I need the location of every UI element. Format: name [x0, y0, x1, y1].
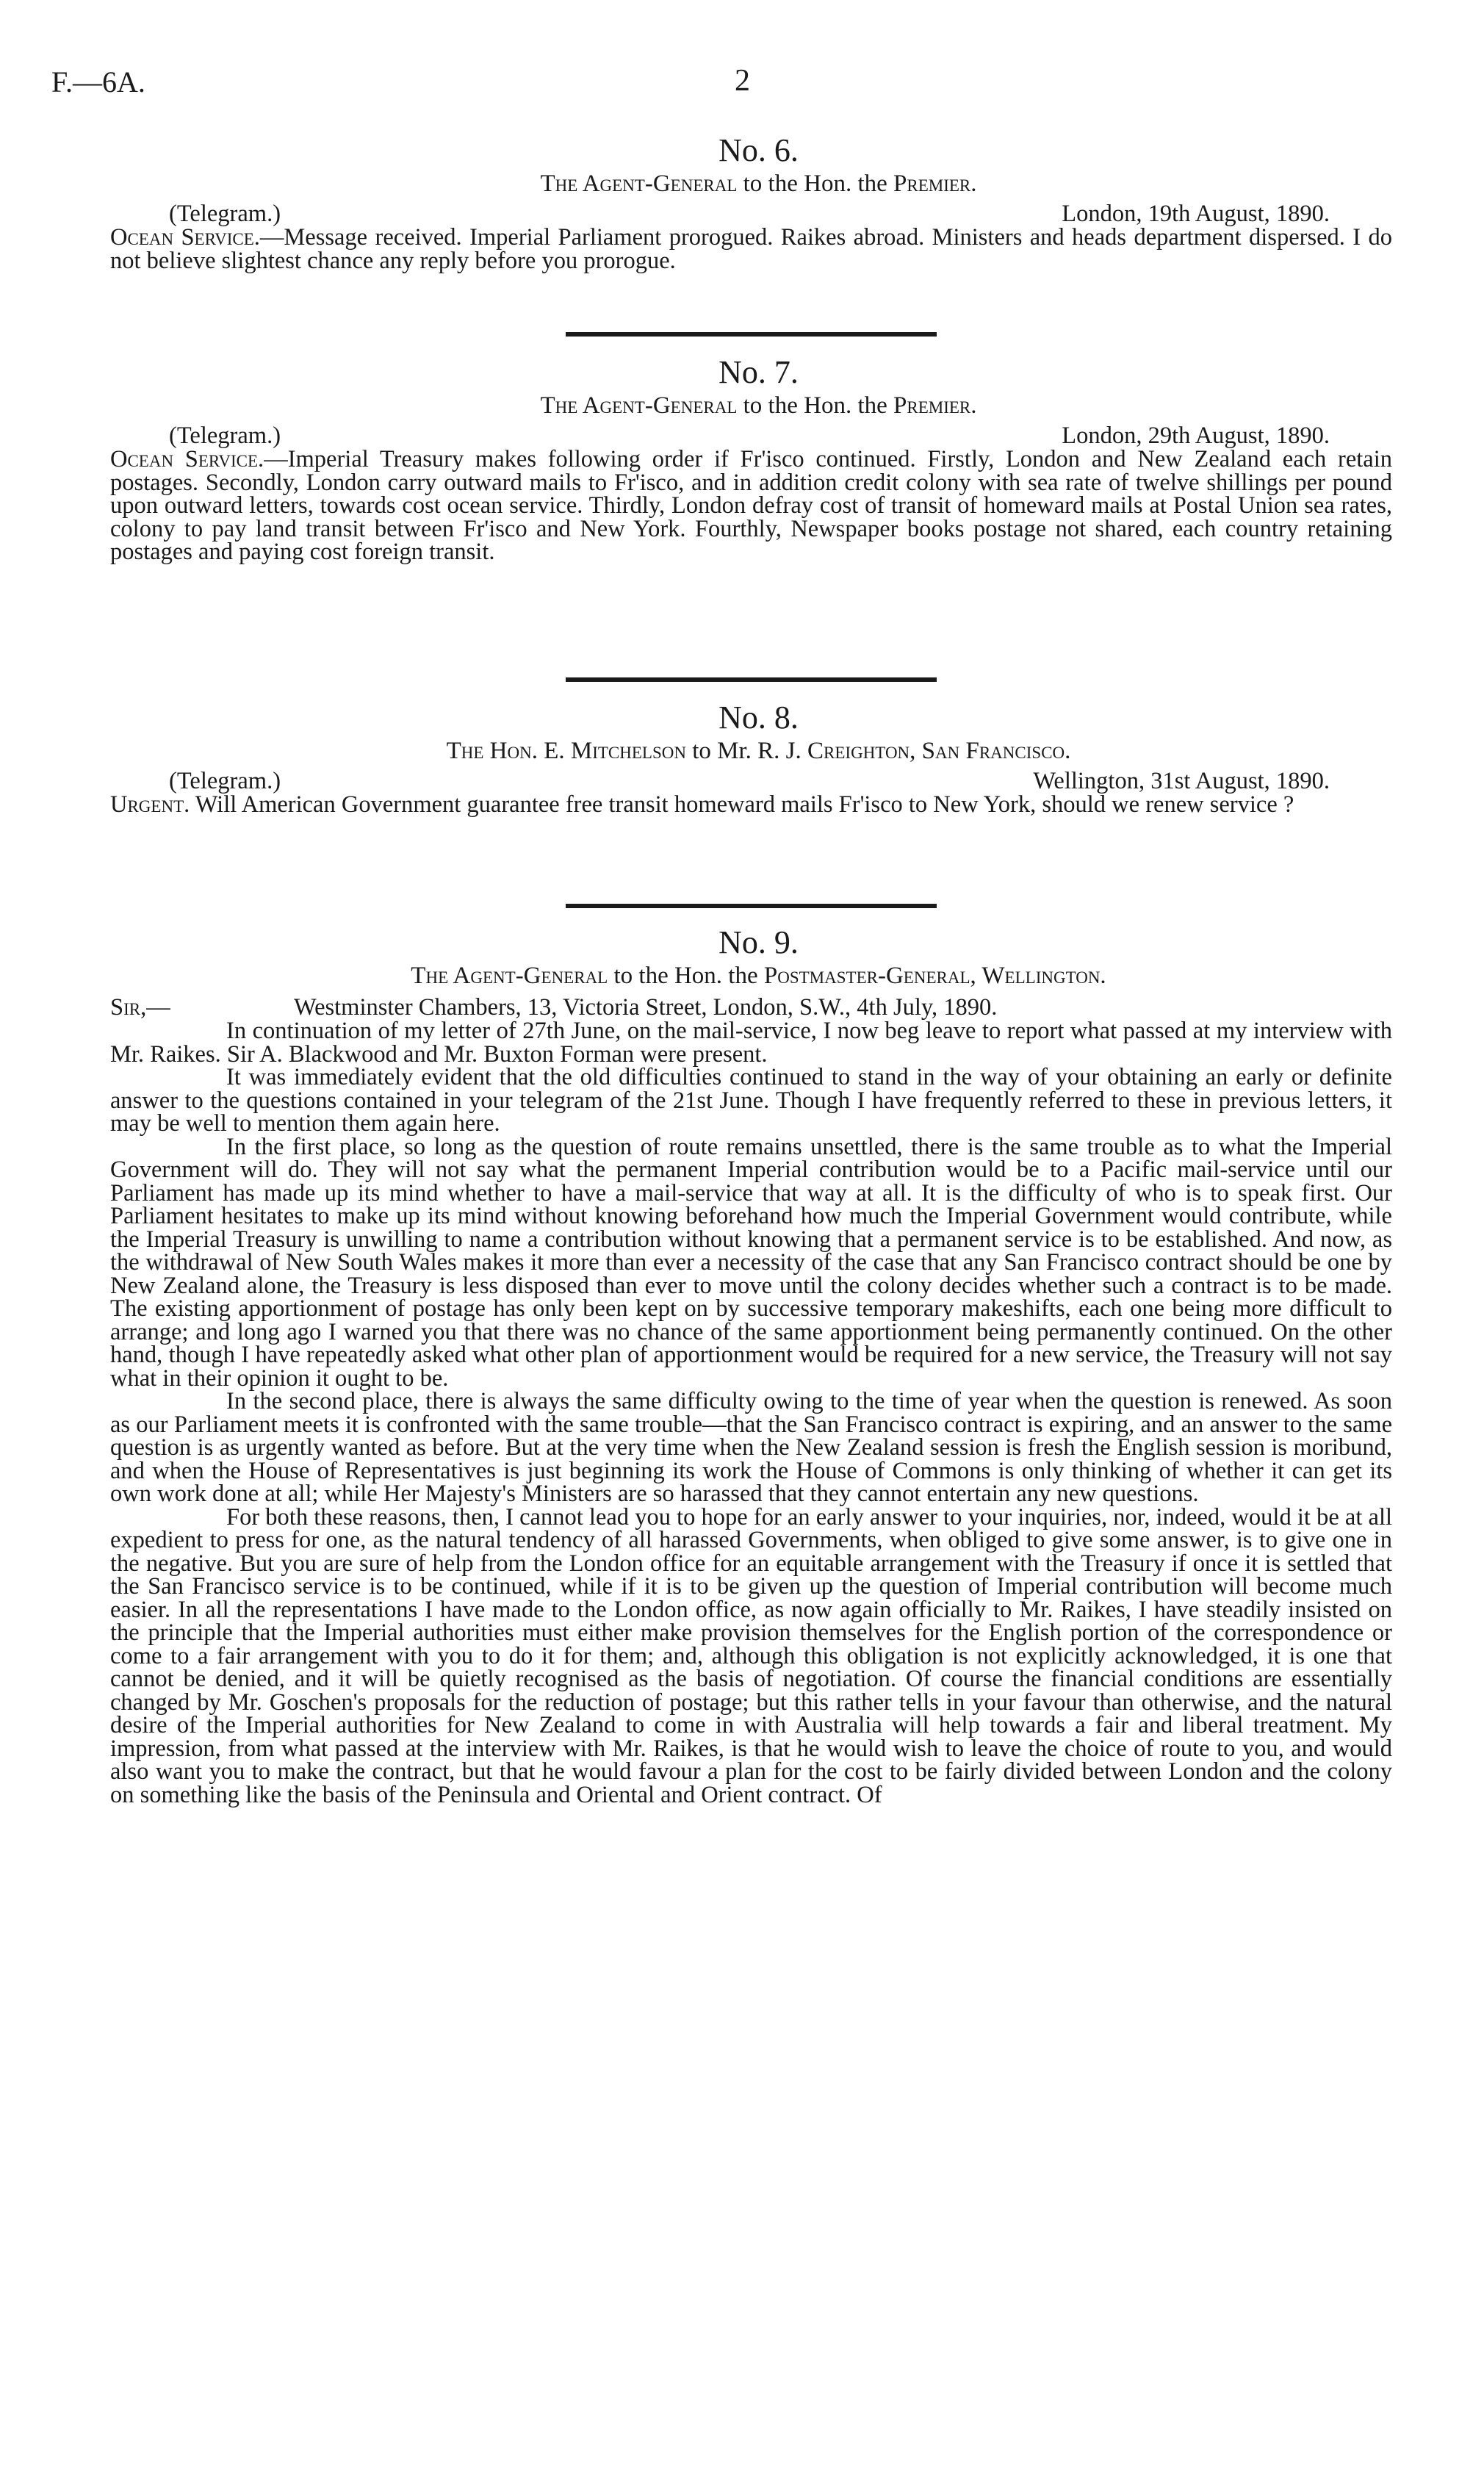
place-date: London, 19th August, 1890.: [1062, 201, 1330, 227]
recipient: Postmaster-General, Wellington.: [763, 963, 1106, 989]
section-divider: [566, 332, 937, 337]
place-date: London, 29th August, 1890.: [1062, 422, 1330, 449]
letter-type: (Telegram.): [169, 201, 281, 227]
paragraph: For both these reasons, then, I cannot lead you to hope for an early answer to your inquiries, nor, indeed, would it be at all expedient to press for one, as the natural tendency of all harassed Governments, when obliged to give some answer, is to give one in the negative. But you are sure of help from the London office for an equitable arrangement with the Treasury if once it is settled that the San Francisco service is to be continued, while if it is to be given up the question of Imperial contribution will become much easier. In all the representations I have made to the London office, as now again officially to Mr. Raikes, I have steadily insisted on the principle that the Imperial authorities must either make provision themselves for the English portion of the correspondence or come to a fair arrangement with you to do it for them; and, although this obligation is not explicitly acknowledged, it is one that cannot be denied, and it will be quietly recognised as the basis of negotiation. Of course the financial conditions are essentially changed by Mr. Goschen's proposals for the reduction of postage; but this rather tells in your favour than otherwise, and the natural desire of the Imperial authorities for New Zealand to come in with Australia will help towards a fair and liberal treatment. My impression, from what passed at the interview with Mr. Raikes, is that he would wish to leave the choice of route to you, and would also want you to make the contract, but that he would favour a plan for the cost to be fairly divided between London and the colony on something like the basis of the Peninsula and Oriental and Orient contract. Of: [110, 1503, 1392, 1808]
paragraph: In the first place, so long as the question of route remains unsettled, there is the same trouble as to what the Imperial Government will do. They will not say what the permanent Imperial contribution would be to a Pacific mail-service until our Parliament has made up its mind whether to have a mail-service that way at all. It is the difficulty of who is to speak first. Our Parliament hesitates to make up its mind without knowing beforehand how much the Imperial Government would contribute, while the Imperial Treasury is unwilling to name a contribution without knowing that a permanent service is to be established. And now, as the withdrawal of New South Wales makes it more than ever a necessity of the case that any San Francisco contract should be one by New Zealand alone, the Treasury is less disposed than ever to move until the colony decides whether such a contract is to be made. The existing apportionment of postage has only been kept on by successive temporary makeshifts, each one being more difficult to arrange; and long ago I warned you that there was no chance of the same apportionment being permanently continued. On the other hand, though I have repeatedly asked what other plan of apportionment would be required for a new service, the Treasury will not say what in their opinion it ought to be.: [110, 1133, 1392, 1392]
paragraph: —Message received. Imperial Parliament prorogued. Raikes abroad. Ministers and heads department dispersed. I do not believe slightest chance any reply before you prorogue.: [110, 224, 1392, 274]
letter-body: [110, 226, 1392, 273]
letter-no-9: [110, 924, 1392, 1807]
letter-meta: [110, 995, 1392, 1020]
to-word: to the Hon. the: [743, 392, 887, 419]
letter-heading: [125, 169, 1392, 198]
letter-meta: [110, 769, 1392, 794]
letter-number: No. 9.: [718, 924, 799, 960]
letter-no-7: [110, 354, 1392, 564]
sender: The Hon. E. Mitchelson: [446, 738, 686, 764]
recipient: Creighton, San Francisco.: [807, 738, 1071, 764]
letter-number: No. 7.: [718, 354, 799, 390]
place-date: Westminster Chambers, 13, Victoria Street, London, S.W., 4th July, 1890.: [294, 994, 998, 1021]
letter-meta: [110, 201, 1392, 226]
letter-body: [110, 1020, 1392, 1807]
letter-no-6: [110, 132, 1392, 273]
sender: The Agent-General: [540, 170, 738, 197]
letter-number: No. 8.: [718, 699, 799, 735]
to-word: to the Hon. the: [613, 963, 758, 989]
letter-type: (Telegram.): [169, 768, 281, 794]
place-date: Wellington, 31st August, 1890.: [1033, 768, 1330, 794]
subject: Ocean Service.: [110, 446, 264, 472]
section-divider: [566, 677, 937, 682]
to-word: to the Hon. the: [743, 170, 887, 197]
letter-type: (Telegram.): [169, 422, 281, 449]
recipient: Premier.: [893, 170, 977, 197]
subject: Urgent.: [110, 791, 190, 818]
sender: The Agent-General: [540, 392, 738, 419]
paragraph: —Imperial Treasury makes following order if Fr'isco continued. Firstly, London and New Zealand each retain postages. Secondly, London carry outward mails to Fr'isco, and in addition credit colony with sea rate of twelve shillings per pound upon outward letters, towards cost ocean service. Thirdly, London defray cost of transit of homeward mails at Postal Union sea rates, colony to pay land transit between Fr'isco and New York. Fourthly, Newspaper books postage not shared, each country retaining postages and paying cost foreign transit.: [110, 446, 1392, 565]
page-number: 2: [735, 64, 750, 98]
letter-heading: [125, 736, 1392, 766]
recipient: Premier.: [893, 392, 977, 419]
to-word: to Mr. R. J.: [692, 738, 802, 764]
letter-meta: [110, 423, 1392, 448]
letter-no-8: [110, 699, 1392, 817]
subject: Ocean Service.: [110, 224, 260, 251]
paragraph: Will American Government guarantee free transit homeward mails Fr'isco to New York, should we renew service ?: [190, 791, 1294, 818]
paragraph: In continuation of my letter of 27th June, on the mail-service, I now beg leave to report what passed at my interview with Mr. Raikes. Sir A. Blackwood and Mr. Buxton Forman were present.: [110, 1018, 1392, 1068]
salutation: Sir,—: [110, 994, 170, 1021]
letter-heading: [125, 961, 1392, 990]
letter-body: [110, 448, 1392, 564]
letter-body: [110, 791, 1392, 818]
paragraph: In the second place, there is always the same difficulty owing to the time of year when the question is renewed. As soon as our Parliament meets it is confronted with the same trouble—that the San Francisco contract is expiring, and an answer to the same question is as urgently wanted as before. But at the very time when the New Zealand session is fresh the English session is moribund, and when the House of Representatives is just beginning its work the House of Commons is only thinking of whether it can get its own work done at all; while Her Majesty's Ministers are so harassed that they cannot entertain any new questions.: [110, 1388, 1392, 1507]
section-divider: [566, 904, 937, 908]
letter-heading: [125, 391, 1392, 420]
page-reference: F.—6A.: [51, 65, 145, 98]
letter-number: No. 6.: [718, 132, 799, 168]
paragraph: It was immediately evident that the old difficulties continued to stand in the way of your obtaining an early or definite answer to the questions contained in your telegram of the 21st June. Though I have frequently referred to these in previous letters, it may be well to mention them again here.: [110, 1064, 1392, 1137]
sender: The Agent-General: [411, 963, 608, 989]
